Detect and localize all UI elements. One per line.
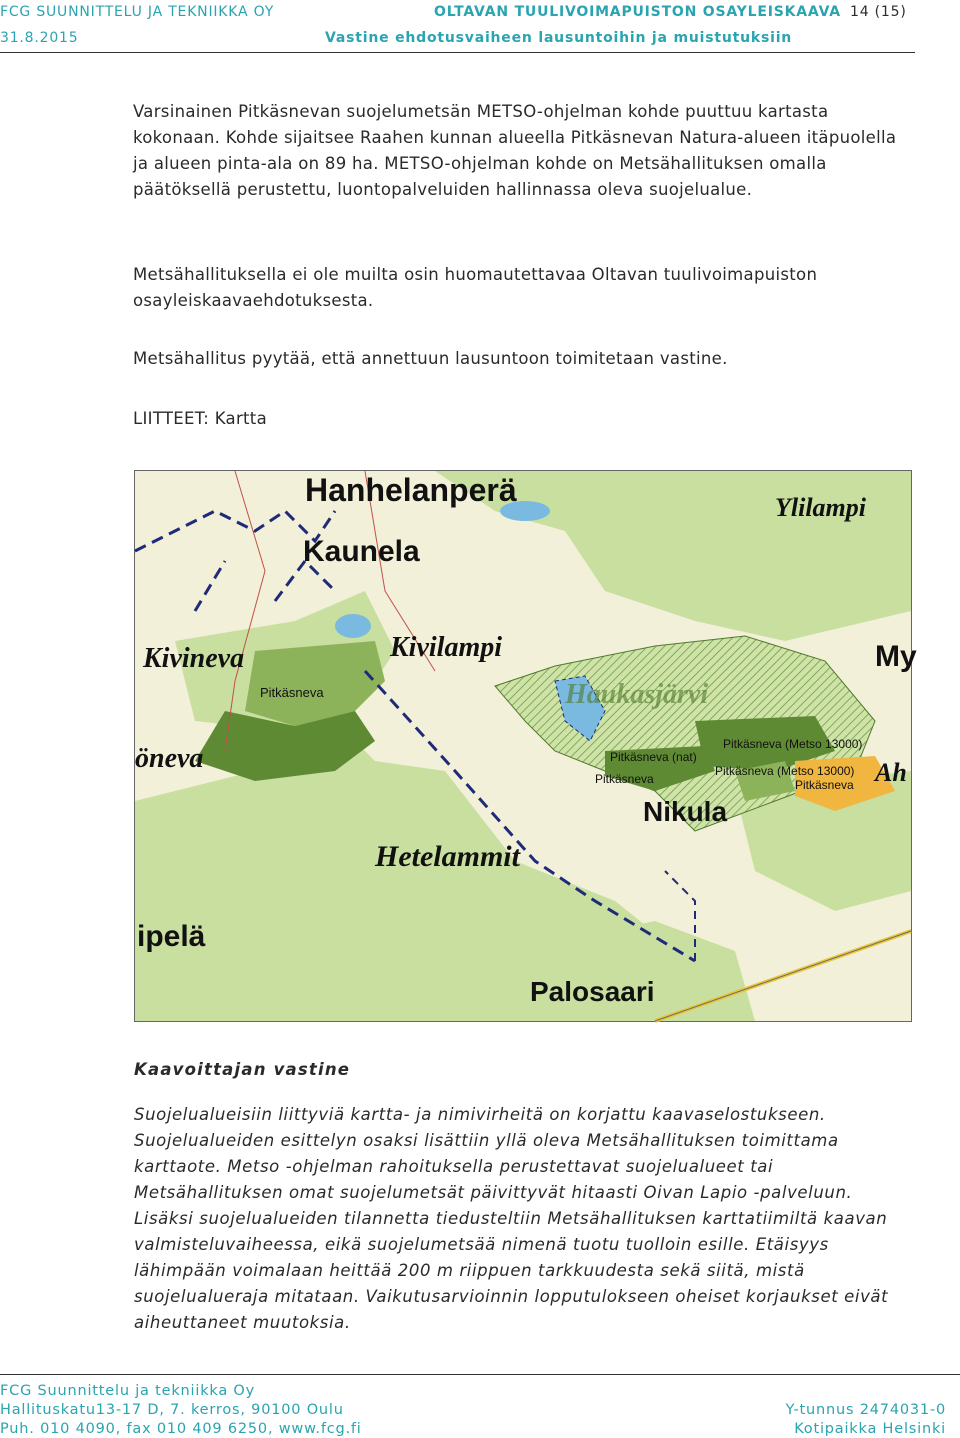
map-label-pitkasneva-1: Pitkäsneva — [260, 685, 324, 700]
map-label-pitkasneva-3: Pitkäsneva — [795, 778, 854, 792]
lake-kivilampi — [335, 614, 371, 638]
header-divider — [0, 52, 915, 53]
vastine-text: Suojelualueisiin liittyviä kartta- ja nimivirheitä on korjattu kaavaselostukseen. Suojelualueiden esittelyn osaksi lisättiin yllä oleva Metsähallituksen toimittama karttaote. Metso -ohjelman rahoituksella perustettavat suojelualueet tai Metsähallituksen omat suojelumetsät päivittyvät hitaasti Oivan Lapio -palveluun. Lisäksi suojelualueiden tilannetta tiedusteltiin Metsähallituksen karttatiimiltä kaavan valmisteluvaiheessa, eikä suojelumetsää nimenä tuotu tuolloin esille. Etäisyys lähimpään voimalaan heittää 200 m riippuen tarkkuudesta sekä siitä, mistä suojelualueraja mitataan. Vaikutusarvioinnin lopputulokseen oheiset korjaukset eivät aiheuttaneet muutoksia. — [134, 1105, 889, 1332]
paragraph-3 — [133, 346, 908, 372]
map-label-ylilampi: Ylilampi — [775, 493, 866, 522]
paragraph-2 — [133, 262, 908, 314]
map-label-kivilampi: Kivilampi — [390, 632, 502, 663]
map-label-kivineva: Kivineva — [143, 643, 245, 674]
map-label-ipela: ipelä — [137, 920, 206, 953]
map-label-ah: Ah — [875, 758, 907, 787]
footer-phone: Puh. 010 4090, fax 010 409 6250, www.fcg.fi — [0, 1421, 362, 1437]
attachments-line — [133, 406, 908, 432]
header-date: 31.8.2015 — [0, 30, 79, 46]
map-label-metso-2: Pitkäsneva (Metso 13000) — [715, 764, 855, 778]
map-label-pitkasneva-nat: Pitkäsneva (nat) — [610, 750, 697, 764]
map-label-oneva: öneva — [135, 743, 204, 774]
map-label-my: My — [875, 640, 917, 673]
map-label-nikula: Nikula — [643, 796, 728, 827]
map-label-hanhelanpera: Hanhelanperä — [305, 472, 517, 508]
paragraph-2-text: Metsähallituksella ei ole muilta osin huomautettavaa Oltavan tuulivoimapuiston osayleiskaavaehdotuksesta. — [133, 265, 818, 310]
footer-ytunnus: Y-tunnus 2474031-0 — [785, 1402, 946, 1418]
header-page-number: 14 (15) — [850, 4, 907, 20]
map-label-hetelammit: Hetelammit — [375, 840, 520, 873]
footer-kotipaikka: Kotipaikka Helsinki — [794, 1421, 946, 1437]
attachments-text: LIITTEET: Kartta — [133, 409, 267, 428]
paragraph-3-text: Metsähallitus pyytää, että annettuun lausuntoon toimitetaan vastine. — [133, 349, 728, 368]
page-header — [0, 0, 960, 54]
paragraph-1-text: Varsinainen Pitkäsnevan suojelumetsän METSO-ohjelman kohde puuttuu kartasta kokonaan. Kohde sijaitsee Raahen kunnan alueella Pitkäsnevan Natura-alueen itäpuolella ja alueen pinta-ala on 89 ha. METSO-ohjelman kohde on Metsähallituksen omalla päätöksellä perustettu, luontopalveluiden hallinnassa oleva suojelualue. — [133, 102, 897, 199]
header-company: FCG SUUNNITTELU JA TEKNIIKKA OY — [0, 4, 275, 20]
map-label-kaunela: Kaunela — [303, 535, 420, 568]
map-label-metso-1: Pitkäsneva (Metso 13000) — [723, 737, 863, 751]
footer-company: FCG Suunnittelu ja tekniikka Oy — [0, 1383, 256, 1399]
map-image — [134, 470, 917, 1022]
map-label-pitkasneva-2: Pitkäsneva — [595, 772, 654, 786]
header-subtitle: Vastine ehdotusvaiheen lausuntoihin ja muistutuksiin — [325, 30, 793, 46]
footer-divider — [0, 1374, 960, 1375]
map-label-palosaari: Palosaari — [530, 976, 655, 1007]
pitkasneva-west-area — [245, 641, 385, 726]
paragraph-1 — [133, 99, 908, 203]
map-svg — [135, 471, 917, 1021]
footer-address: Hallituskatu13-17 D, 7. kerros, 90100 Oulu — [0, 1402, 344, 1418]
header-doc-title: OLTAVAN TUULIVOIMAPUISTON OSAYLEISKAAVA — [434, 4, 841, 20]
map-label-haukasjarvi: Haukasjärvi — [565, 679, 709, 710]
vastine-heading: Kaavoittajan vastine — [134, 1060, 351, 1079]
